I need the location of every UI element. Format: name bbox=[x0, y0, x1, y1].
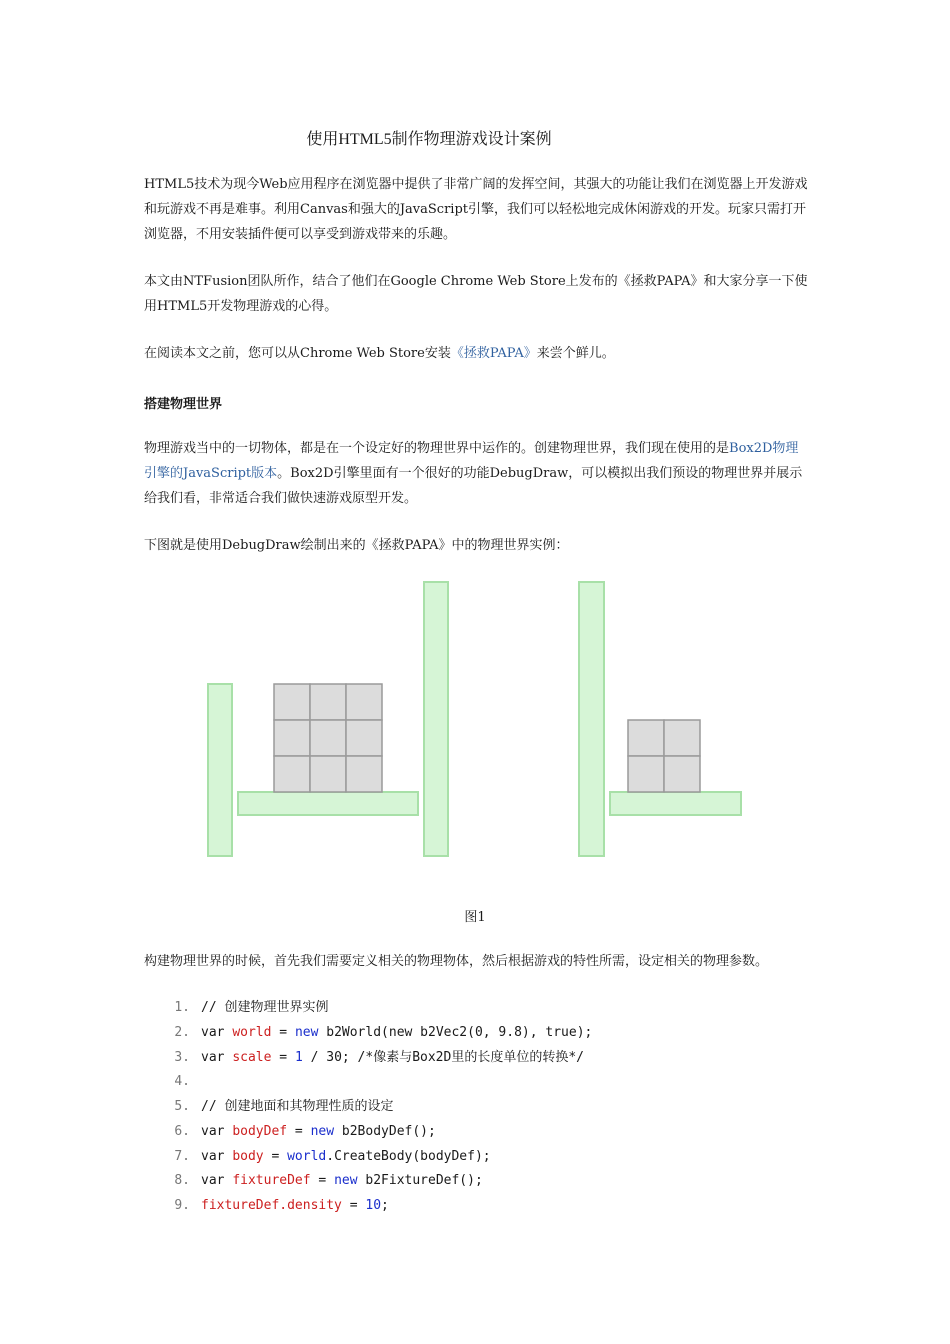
code-token: world bbox=[232, 1024, 272, 1040]
dynamic-boxes bbox=[274, 684, 700, 792]
code-line bbox=[160, 1021, 860, 1046]
code-token: b2FixtureDef(); bbox=[357, 1173, 483, 1189]
line-number: 2. bbox=[174, 1024, 190, 1040]
code-line bbox=[160, 1095, 860, 1120]
before-reading-text: 在阅读本文之前，您可以从Chrome Web Store安装 bbox=[144, 346, 451, 361]
code-token: bodyDef bbox=[232, 1123, 288, 1139]
code-token: 10 bbox=[365, 1198, 382, 1213]
box bbox=[664, 756, 700, 792]
before-reading-paragraph bbox=[144, 341, 808, 366]
code-line bbox=[160, 1070, 860, 1095]
line-number: 4. bbox=[174, 1074, 190, 1090]
line-number: 9. bbox=[174, 1198, 190, 1213]
box bbox=[274, 756, 310, 792]
line-number: 1. bbox=[174, 1000, 190, 1015]
physics-world-tail: 。Box2D引擎里面有一个很好的功能DebugDraw，可以模拟出我们预设的物理世界并展示给我们看，非常适合我们做快速游戏原型开发。 bbox=[144, 466, 803, 506]
code-token: .CreateBody(bodyDef); bbox=[326, 1148, 491, 1164]
code-token: body bbox=[232, 1148, 264, 1164]
line-number: 8. bbox=[174, 1173, 190, 1189]
code-text bbox=[201, 1046, 584, 1071]
code-token: = bbox=[341, 1198, 366, 1213]
code-token: new bbox=[334, 1173, 358, 1189]
intro-paragraph: HTML5技术为现今Web应用程序在浏览器中提供了非常广阔的发挥空间，其强大的功能让我们在浏览器上开发游戏和玩游戏不再是难事。利用Canvas和强大的JavaScript引擎，我们可以轻松地完成休闲游戏的开发。玩家只需打开浏览器，不用安装插件便可以享受到游戏带来的乐趣。 bbox=[144, 177, 808, 242]
code-token: // 创建地面和其物理性质的设定 bbox=[201, 1099, 394, 1114]
code-token: world bbox=[287, 1148, 327, 1164]
box bbox=[310, 684, 346, 720]
build-paragraph: 构建物理世界的时候，首先我们需要定义相关的物理物体，然后根据游戏的特性所需，设定相关的物理参数。 bbox=[144, 954, 769, 969]
section-heading: 搭建物理世界 bbox=[144, 397, 223, 412]
code-token: b2BodyDef(); bbox=[334, 1123, 436, 1139]
code-token: ; bbox=[381, 1198, 389, 1213]
code-token: var bbox=[201, 1049, 233, 1065]
code-token: = bbox=[310, 1173, 335, 1189]
figure-caption: 图1 bbox=[464, 910, 486, 925]
box bbox=[310, 756, 346, 792]
middle-wall-right bbox=[579, 582, 604, 856]
save-papa-link[interactable]: 《拯救PAPA》 bbox=[450, 346, 537, 361]
line-number: 6. bbox=[174, 1123, 190, 1139]
code-token: new bbox=[310, 1123, 335, 1139]
code-token: fixtureDef bbox=[232, 1173, 311, 1189]
line-number: 7. bbox=[174, 1148, 190, 1164]
code-text bbox=[201, 996, 328, 1021]
box bbox=[346, 684, 382, 720]
code-line bbox=[160, 1194, 860, 1219]
box bbox=[274, 684, 310, 720]
code-token: = bbox=[271, 1024, 295, 1040]
physics-world-text: 物理游戏当中的一切物体，都是在一个设定好的物理世界中运作的。创建物理世界，我们现在使用的是 bbox=[144, 441, 730, 456]
code-line bbox=[160, 1120, 860, 1145]
box bbox=[274, 720, 310, 756]
code-listing bbox=[160, 996, 860, 1219]
code-line bbox=[160, 996, 860, 1021]
code-token: fixtureDef.density bbox=[201, 1198, 342, 1213]
line-number: 3. bbox=[174, 1049, 190, 1065]
box bbox=[346, 720, 382, 756]
box bbox=[628, 756, 664, 792]
code-token: / 30; /*像素与Box2D里的长度单位的转换*/ bbox=[302, 1049, 584, 1065]
middle-wall-left bbox=[424, 582, 448, 856]
code-token: = bbox=[263, 1148, 288, 1164]
code-text bbox=[201, 1021, 592, 1046]
code-token: var bbox=[201, 1123, 233, 1139]
right-floor bbox=[610, 792, 741, 815]
figure-intro-paragraph: 下图就是使用DebugDraw绘制出来的《拯救PAPA》中的物理世界实例： bbox=[144, 538, 569, 553]
code-token: var bbox=[201, 1173, 233, 1189]
before-reading-tail: 来尝个鲜儿。 bbox=[536, 346, 615, 361]
box2d-link[interactable]: Box2D物理引擎的JavaScript版本 bbox=[144, 441, 799, 481]
code-text bbox=[201, 1194, 389, 1219]
left-wall bbox=[208, 684, 232, 856]
about-paragraph: 本文由NTFusion团队所作，结合了他们在Google Chrome Web Store上发布的《拯救PAPA》和大家分享一下使用HTML5开发物理游戏的心得。 bbox=[144, 274, 808, 314]
code-line bbox=[160, 1145, 860, 1170]
code-token: scale bbox=[232, 1049, 272, 1065]
code-text bbox=[201, 1169, 483, 1194]
box bbox=[664, 720, 700, 756]
code-text bbox=[201, 1095, 393, 1120]
code-line bbox=[160, 1169, 860, 1194]
code-token: = bbox=[271, 1049, 295, 1065]
code-line bbox=[160, 1046, 860, 1071]
code-token: var bbox=[201, 1148, 233, 1164]
code-token: b2World(new b2Vec2(0, 9.8), true); bbox=[318, 1024, 593, 1040]
code-text bbox=[201, 1120, 436, 1145]
code-token: // 创建物理世界实例 bbox=[201, 1000, 329, 1015]
code-token: var bbox=[201, 1024, 233, 1040]
left-floor bbox=[238, 792, 418, 815]
page-title: 使用HTML5制作物理游戏设计案例 bbox=[306, 131, 552, 148]
code-token: new bbox=[294, 1024, 319, 1040]
code-token: = bbox=[287, 1123, 311, 1139]
physics-world-paragraph bbox=[144, 436, 808, 511]
debugdraw-figure bbox=[200, 578, 748, 860]
code-text bbox=[201, 1145, 491, 1170]
box bbox=[346, 756, 382, 792]
line-number: 5. bbox=[174, 1099, 190, 1114]
code-token: 1 bbox=[294, 1049, 303, 1065]
box bbox=[628, 720, 664, 756]
box bbox=[310, 720, 346, 756]
